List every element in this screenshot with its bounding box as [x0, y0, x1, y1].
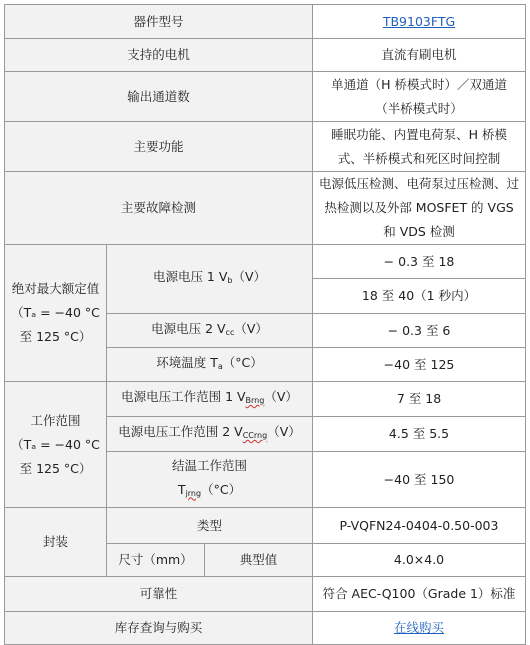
package-typ-label: 典型值 — [205, 544, 313, 577]
fault-label: 主要故障检测 — [5, 172, 313, 245]
channels-label: 输出通道数 — [5, 72, 313, 122]
functions-value: 睡眠功能、内置电荷泵、H 桥模式、半桥模式和死区时间控制 — [313, 122, 526, 172]
vccrng-value: 4.5 至 5.5 — [313, 417, 526, 452]
vb-value-1: − 0.3 至 18 — [313, 245, 526, 279]
part-number-label: 器件型号 — [5, 5, 313, 39]
reliability-label: 可靠性 — [5, 577, 313, 612]
motor-value: 直流有刷电机 — [313, 39, 526, 72]
row-reliability — [5, 577, 526, 612]
vcc-label: 电源电压 2 $V_{cc}(V)$ — [107, 314, 313, 348]
vb-label: 电源电压 1 $V_b(V)$ — [107, 245, 313, 314]
abs-max-label: 绝对最大额定值 （Tₐ = −40 °C 至 125 °C） — [5, 245, 107, 382]
operating-range-label: 工作范围 （Tₐ = −40 °C 至 125 °C） — [5, 382, 107, 508]
tjrng-label: 结温工作范围 $T_{jrng}(^\circ C)$ — [107, 452, 313, 508]
vccrng-label: 电源电压工作范围 2 $V_{CCrng}(V)$ — [107, 417, 313, 452]
vbrng-label: 电源电压工作范围 1 $V_{Brng}(V)$ — [107, 382, 313, 417]
package-size-label: 尺寸（mm） — [107, 544, 205, 577]
purchase-value — [313, 612, 526, 645]
fault-value: 电源低压检测、电荷泵过压检测、过热检测以及外部 MOSFET 的 VGS 和 VDS 检测 — [313, 172, 526, 245]
channels-value: 单通道（H 桥模式时）／双通道（半桥模式时） — [313, 72, 526, 122]
row-package-type — [5, 508, 526, 544]
purchase-label: 库存查询与购买 — [5, 612, 313, 645]
part-number-link[interactable]: TB9103FTG — [382, 13, 456, 29]
row-purchase — [5, 612, 526, 645]
row-op-vbrng — [5, 382, 526, 417]
row-fault — [5, 172, 526, 245]
row-motor — [5, 39, 526, 72]
spec-table — [4, 4, 526, 645]
package-typ-value: 4.0×4.0 — [313, 544, 526, 577]
package-type-value: P-VQFN24-0404-0.50-003 — [313, 508, 526, 544]
reliability-value: 符合 AEC-Q100（Grade 1）标准 — [313, 577, 526, 612]
ta-label: 环境温度 $T_a(^\circ C)$ — [107, 348, 313, 382]
vcc-value: − 0.3 至 6 — [313, 314, 526, 348]
row-part-number — [5, 5, 526, 39]
ta-value: −40 至 125 — [313, 348, 526, 382]
row-abs-vb-1 — [5, 245, 526, 279]
row-functions — [5, 122, 526, 172]
buy-online-link[interactable]: 在线购买 — [394, 620, 445, 635]
part-number-value — [313, 5, 526, 39]
package-label: 封装 — [5, 508, 107, 577]
vbrng-value: 7 至 18 — [313, 382, 526, 417]
functions-label: 主要功能 — [5, 122, 313, 172]
package-type-label: 类型 — [107, 508, 313, 544]
motor-label: 支持的电机 — [5, 39, 313, 72]
vb-value-2: 18 至 40（1 秒内） — [313, 279, 526, 314]
tjrng-value: −40 至 150 — [313, 452, 526, 508]
row-channels — [5, 72, 526, 122]
